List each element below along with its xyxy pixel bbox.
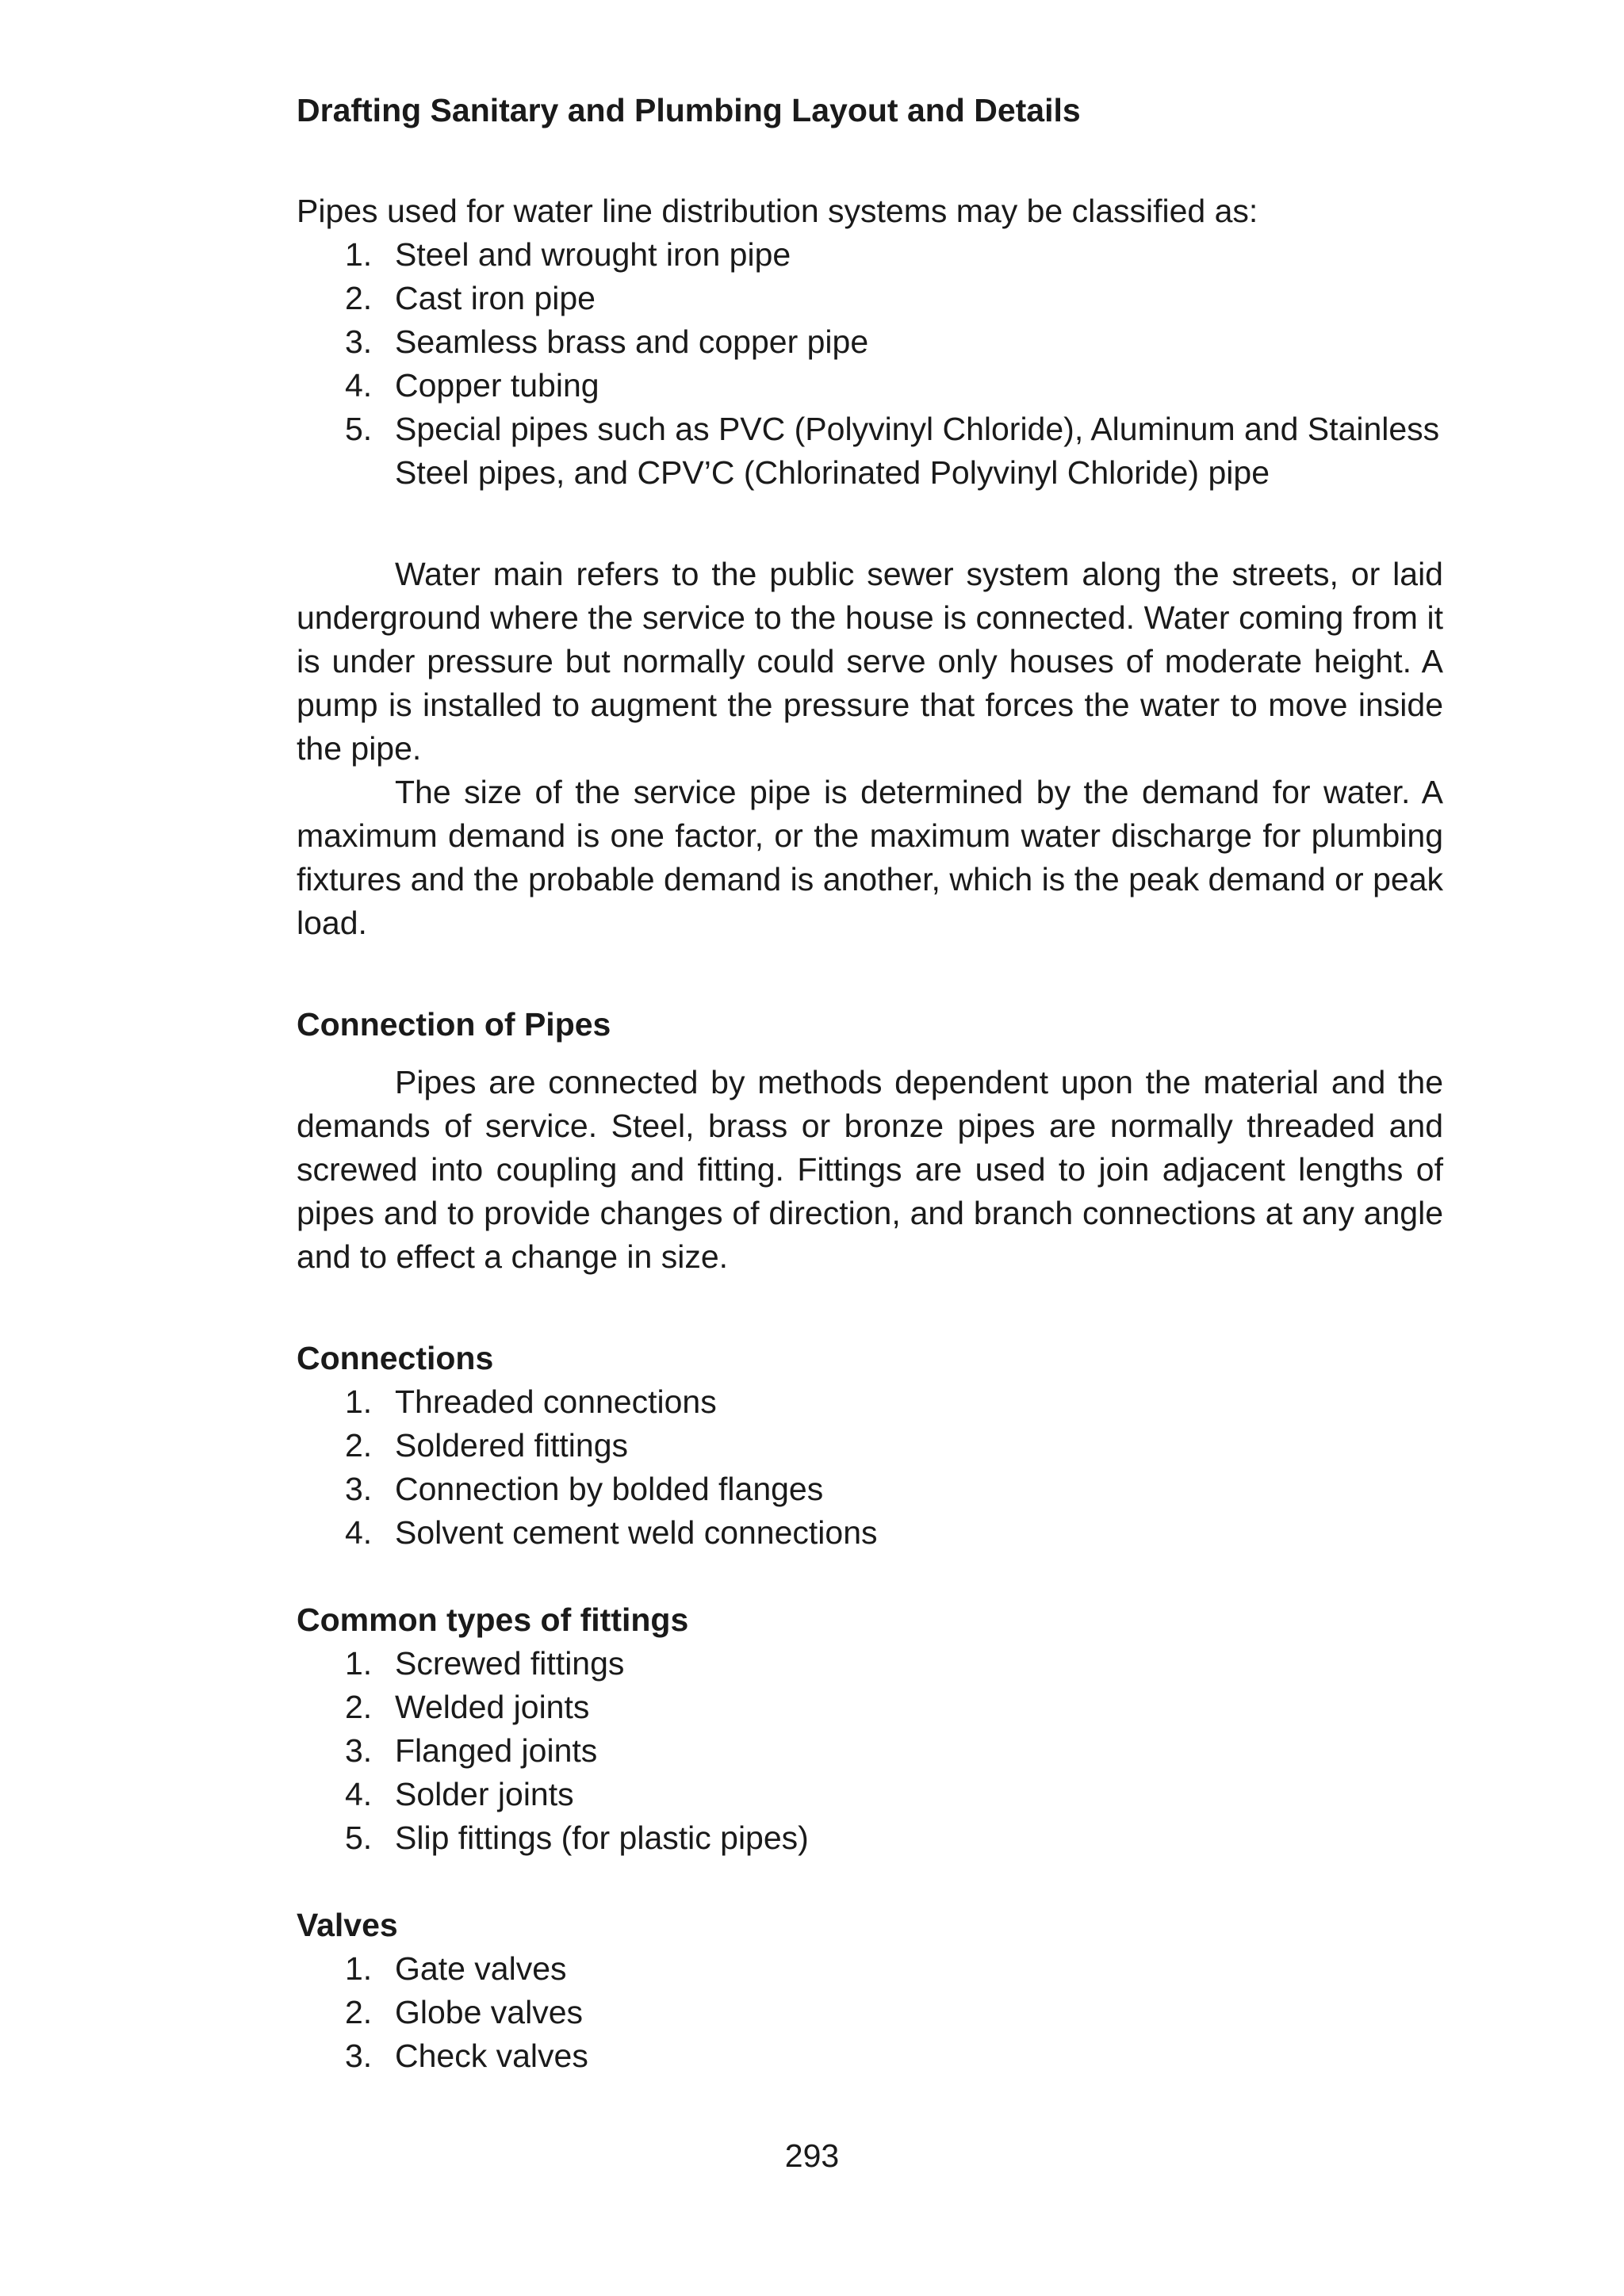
fittings-list [297,1642,1443,1860]
list-number: 1. [345,1383,373,1420]
list-number: 5. [345,411,373,447]
list-text: Special pipes such as PVC (Polyvinyl Chloride), Aluminum and Stainless Steel pipes, and CPV’C (Chlorinated Polyvinyl Chloride) pipe [395,411,1440,491]
list-text: Check valves [395,2038,588,2074]
section-heading-valves: Valves [297,1907,398,1943]
pipe-types-list [297,233,1443,495]
list-number: 2. [345,1427,373,1464]
list-text: Globe valves [395,1994,584,2030]
valves-list [297,1947,1443,2078]
list-item [297,1991,1443,2034]
list-item [297,1380,1443,1424]
list-text: Connection by bolded flanges [395,1471,824,1507]
pipes-intro: Pipes used for water line distribution systems may be classified as: [297,193,1258,229]
list-text: Slip fittings (for plastic pipes) [395,1820,809,1856]
list-item [297,1468,1443,1511]
list-item [297,1642,1443,1686]
list-item [297,1686,1443,1729]
spacer [297,945,1443,1003]
list-text: Welded joints [395,1689,590,1725]
spacer [297,1555,1443,1598]
spacer [297,1279,1443,1337]
list-item [297,408,1443,495]
section-heading-fittings: Common types of fittings [297,1601,689,1638]
list-number: 4. [345,367,373,404]
list-number: 2. [345,1689,373,1725]
list-item [297,2034,1443,2078]
section-heading-connections: Connections [297,1340,494,1376]
spacer [297,1860,1443,1904]
list-item [297,320,1443,364]
list-item [297,1729,1443,1773]
list-text: Solder joints [395,1776,574,1812]
page-number: 293 [784,2137,840,2174]
list-item [297,233,1443,277]
list-item [297,1511,1443,1555]
list-number: 3. [345,323,373,360]
list-text: Flanged joints [395,1732,598,1769]
spacer [297,495,1443,553]
list-number: 3. [345,1732,373,1769]
list-number: 1. [345,236,373,273]
list-item [297,1424,1443,1468]
list-text: Seamless brass and copper pipe [395,323,869,360]
list-number: 4. [345,1514,373,1551]
list-text: Cast iron pipe [395,280,596,316]
list-item [297,1816,1443,1860]
list-number: 5. [345,1820,373,1856]
section-heading-connection-of-pipes: Connection of Pipes [297,1006,611,1043]
list-text: Soldered fittings [395,1427,629,1464]
list-item [297,364,1443,408]
list-text: Screwed fittings [395,1645,625,1682]
list-number: 2. [345,1994,373,2030]
list-number: 3. [345,1471,373,1507]
list-number: 2. [345,280,373,316]
page-content [297,89,1443,2078]
water-main-paragraph: Water main refers to the public sewer system along the streets, or laid underground where the service to the house is connected. Water coming from it is under pressure but normally could serve only houses of moderate height. A pump is installed to augment the pressure that forces the water to move inside the pipe. [297,556,1443,767]
list-text: Steel and wrought iron pipe [395,236,791,273]
list-item [297,1773,1443,1816]
list-number: 1. [345,1645,373,1682]
list-number: 1. [345,1950,373,1987]
list-text: Solvent cement weld connections [395,1514,878,1551]
document-title: Drafting Sanitary and Plumbing Layout and Details [297,92,1081,128]
list-item [297,277,1443,320]
list-text: Gate valves [395,1950,567,1987]
service-pipe-paragraph: The size of the service pipe is determined by the demand for water. A maximum demand is one factor, or the maximum water discharge for plumbing fixtures and the probable demand is another, which is the peak demand or peak load. [297,774,1443,941]
spacer [297,1047,1443,1061]
list-text: Copper tubing [395,367,599,404]
list-number: 3. [345,2038,373,2074]
connections-list [297,1380,1443,1555]
list-text: Threaded connections [395,1383,717,1420]
list-number: 4. [345,1776,373,1812]
connection-of-pipes-paragraph: Pipes are connected by methods dependent upon the material and the demands of service. Steel, brass or bronze pipes are normally threaded and screwed into coupling and fitting. Fittings are used to join adjacent lengths of pipes and to provide changes of direction, and branch connections at any angle and to effect a change in size. [297,1064,1443,1275]
list-item [297,1947,1443,1991]
